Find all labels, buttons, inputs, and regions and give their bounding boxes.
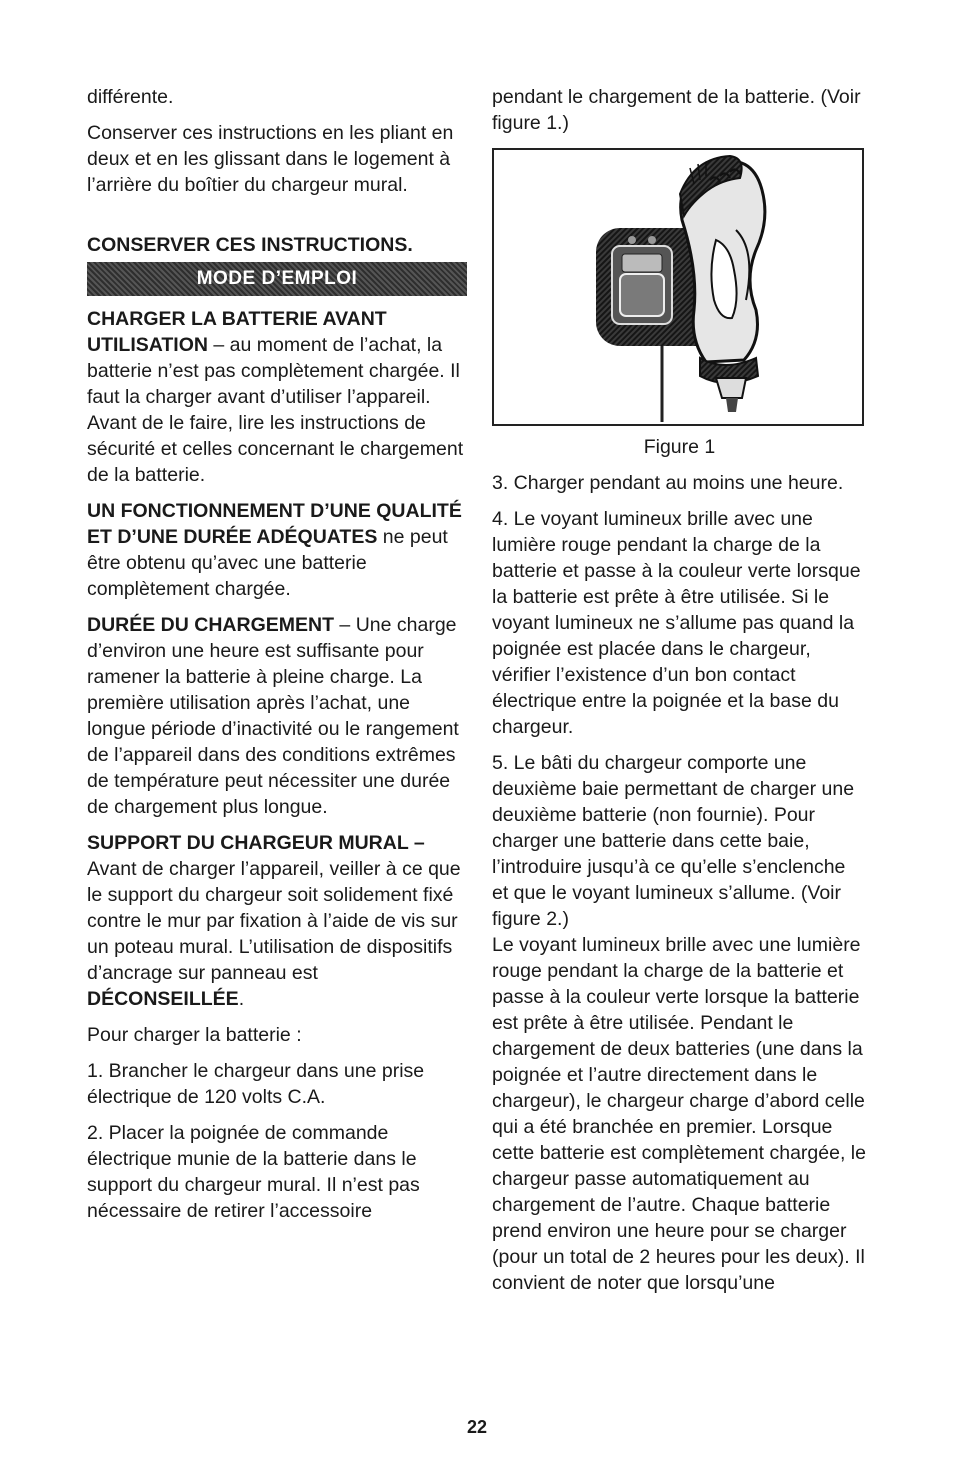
right-column	[492, 84, 867, 1306]
duration-text: – Une charge d’environ une heure est suffisante pour ramener la batterie à pleine charge. La première utilisation après l’achat, une longue période d’inactivité ou le rangement de l’appareil dans des conditions extrêmes de température peut nécessiter une durée de chargement plus longue.	[87, 614, 459, 818]
step-5-continued: Le voyant lumineux brille avec une lumière rouge pendant la charge de la batterie et passe à la couleur verte lorsque la batterie est prête à être utilisée. Pendant le chargement de deux batteries (une dans la poignée et l’autre directement dans le chargeur), le chargeur charge d’abord celle qui a été branchée en premier. Lorsque cette batterie est complètement chargée, le chargeur passe automatiquement au chargement de l’autre. Chaque batterie prend environ une heure pour se charger (pour un total de 2 heures pour les deux). Il convient de noter que lorsqu’une	[492, 934, 866, 1294]
quality-text: ne peut être obtenu qu’avec une batterie complètement chargée.	[87, 526, 448, 600]
support-text: Avant de charger l’appareil, veiller à ce que le support du chargeur soit solidement fixé contre le mur par fixation à l’aide de vis sur un poteau mural. L’utilisation de dispositifs d’ancrage sur panneau est	[87, 858, 461, 984]
charge-text: – au moment de l’achat, la batterie n’est pas complètement chargée. Il faut la charger avant d’utiliser l’appareil. Avant de le faire, lire les instructions de sécurité et celles concernant le chargement de la batterie.	[87, 334, 464, 486]
left-column	[87, 84, 467, 1234]
step-2: 2. Placer la poignée de commande électrique munie de la batterie dans le support du chargeur mural. Il n’est pas nécessaire de retirer l’accessoire	[87, 1122, 420, 1222]
duration-heading: DURÉE DU CHARGEMENT	[87, 614, 335, 636]
step-1: 1. Brancher le chargeur dans une prise électrique de 120 volts C.A.	[87, 1060, 425, 1108]
quality-section	[87, 498, 467, 602]
support-heading: SUPPORT DU CHARGEUR MURAL –	[87, 832, 425, 854]
support-period: .	[238, 988, 245, 1010]
wall-support-section	[87, 830, 467, 1012]
charge-heading-line1: CHARGER LA BATTERIE AVANT	[87, 308, 387, 330]
charge-heading-line2: UTILISATION	[87, 334, 208, 356]
page-number: 22	[466, 1417, 488, 1437]
paragraph-keep-instructions: Conserver ces instructions en les pliant en deux et en les glissant dans le logement à l’arrière du boîtier du chargeur mural.	[87, 122, 454, 196]
step-3: 3. Charger pendant au moins une heure.	[492, 472, 844, 494]
step-4: 4. Le voyant lumineux brille avec une lumière rouge pendant la charge de la batterie et passe à la couleur verte lorsque la batterie est prête à être utilisée. Si le voyant lumineux ne s’allume pas quand la poignée est placée dans le chargeur, vérifier l’existence d’un bon contact électrique entre la poignée et la base du chargeur.	[492, 508, 861, 738]
mode-emploi-banner	[87, 262, 467, 296]
banner-title: MODE D’EMPLOI	[196, 268, 358, 289]
charger-drill-drawing	[494, 150, 862, 424]
figure-1-illustration	[492, 148, 864, 426]
paragraph-continuation: différente.	[87, 86, 174, 108]
paragraph-see-figure: pendant le chargement de la batterie. (Voir figure 1.)	[492, 86, 861, 134]
step-5: 5. Le bâti du chargeur comporte une deuxième baie permettant de charger une deuxième batterie (non fournie). Pour charger une batterie dans cette baie, l’introduire jusqu’à ce qu’elle s’enclenche et que le voyant lumineux s’allume. (Voir figure 2.)	[492, 752, 855, 930]
figure-1-caption: Figure 1	[643, 436, 716, 458]
save-instructions-heading: CONSERVER CES INSTRUCTIONS.	[87, 234, 413, 256]
charge-before-use-section	[87, 306, 467, 488]
duration-section	[87, 612, 467, 820]
support-bold-end: DÉCONSEILLÉE	[87, 988, 239, 1010]
steps-intro: Pour charger la batterie :	[87, 1024, 302, 1046]
quality-heading: UN FONCTIONNEMENT D’UNE QUALITÉ ET D’UNE DURÉE ADÉQUATES	[87, 500, 462, 548]
